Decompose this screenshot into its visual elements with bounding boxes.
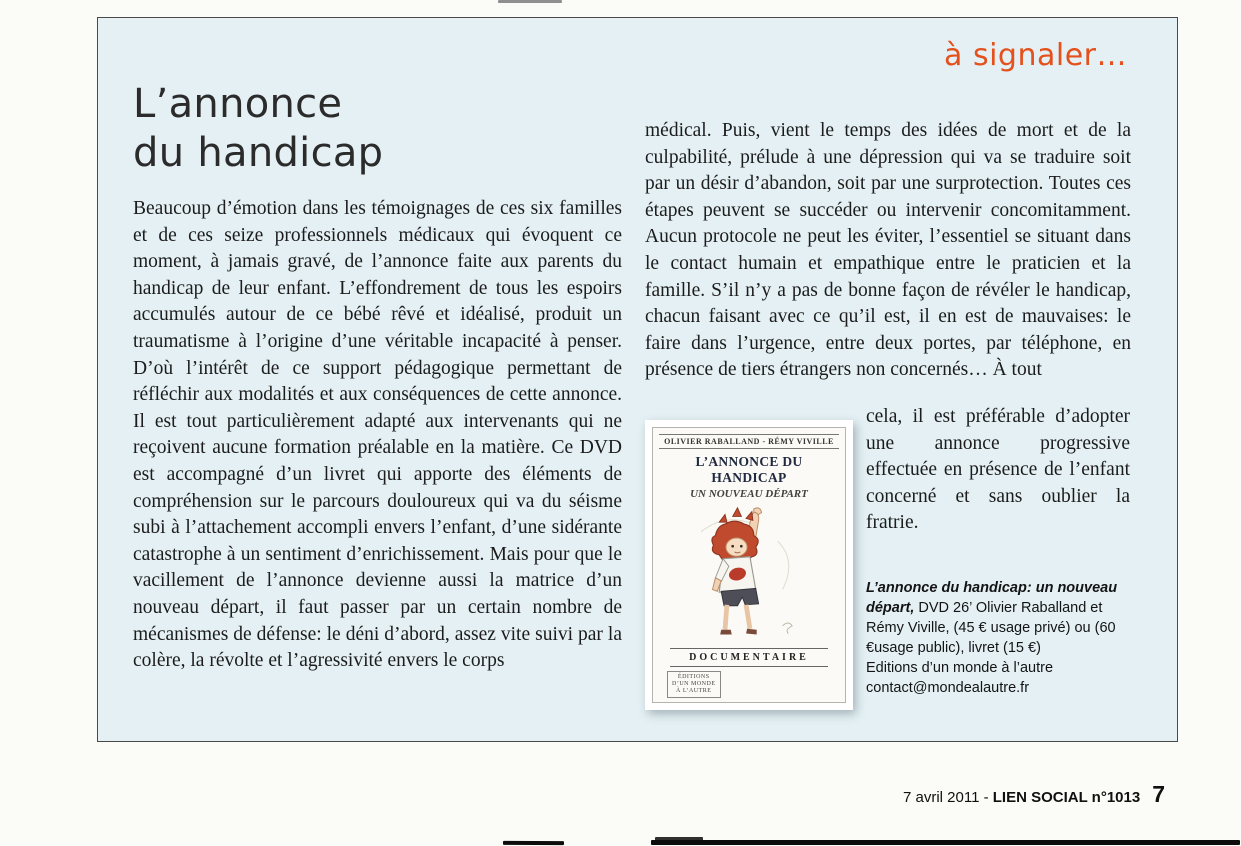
dvd-authors: OLIVIER RABALLAND - RÉMY VIVILLE xyxy=(659,434,839,449)
dvd-illustration xyxy=(685,503,813,647)
scan-artifact xyxy=(498,0,562,3)
dvd-publisher-line1: ÉDITIONS xyxy=(677,674,710,680)
caption-publisher: Editions d’un monde à l’autre xyxy=(866,660,1054,676)
dvd-genre: DOCUMENTAIRE xyxy=(670,648,828,667)
article-column-right: médical. Puis, vient le temps des idées de mort et de la culpabilité, prélude à une dépression qui va se traduire soit par un désir d’abandon, soit par une surprotection. Toutes ces étapes peuvent se succéder ou intervenir concomitamment. Aucun protocole ne peut les éviter, l’essentiel se situant dans le contact humain et empathique entre le praticien et la famille. S’il n’y a pas de bonne façon de révéler le handicap, chacun faisant avec ce qu’il est, il en est de mauvaises: le faire dans l’urgence, entre deux portes, par téléphone, en présence de tiers étrangers non concernés… À tout xyxy=(645,120,1131,381)
dvd-cover xyxy=(652,427,846,703)
page-footer xyxy=(903,781,1165,808)
caption-contact-email: contact@mondealautre.fr xyxy=(866,680,1030,696)
article-column-left: Beaucoup d’émotion dans les témoignages de ces six familles et de ces seize professionnels médicaux qui évoquent ce moment, à jamais gravé, de l’annonce faite aux parents du handicap de leur enfant. L’effondrement de tous les espoirs accumulés autour de ce bébé rêvé et idéalisé, produit un traumatisme à l’origine d’une véritable incapacité à penser. D’où l’intérêt de ce support pédagogique permettant de réfléchir aux modalités et aux conséquences de cette annonce. Il est tout particulièrement adapté aux intervenants qui ne reçoivent aucune formation préalable en la matière. Ce DVD est accompagné d’un livret qui apporte des éléments de compréhension sur le parcours douloureux qui va du séisme subi à l’attachement accompli envers l’enfant, d’une sidérante catastrophe à un sentiment d’enrichissement. Mais pour que le vacillement de l’annonce devienne aussi la matrice d’un nouveau départ, il faut passer par un certain nombre de mécanismes de défense: le déni d’abord, assez vite suivi par la colère, la révolte et l’agressivité envers le corps xyxy=(133,198,622,672)
dvd-publisher-line2: D’UN MONDE xyxy=(672,681,716,687)
dvd-publisher-logo xyxy=(667,671,721,698)
scan-artifact xyxy=(651,840,1240,845)
scan-artifact xyxy=(503,841,564,845)
dvd-title: L’ANNONCE DU HANDICAP xyxy=(695,454,803,485)
dvd-publisher-line3: À L’AUTRE xyxy=(676,688,712,694)
caption-title: L’annonce du handicap: un nouveau départ, xyxy=(866,580,1118,616)
scan-artifact xyxy=(655,837,703,841)
article-title-line1: L’annonce xyxy=(133,81,343,127)
footer-journal-name: LIEN SOCIAL n°1013 xyxy=(992,789,1141,806)
caption-details: DVD 26’ Olivier Raballand et Rémy Viville, (45 € usage privé) ou (60 €usage public), livret (15 €) xyxy=(866,600,1116,656)
dvd-caption xyxy=(866,578,1134,698)
article-column-right-wrap: cela, il est préférable d’adopter une annonce progressive effectuée en présence de l’enfant concerné et sans oublier la fratrie. xyxy=(866,406,1130,534)
dvd-subtitle: UN NOUVEAU DÉPART xyxy=(690,488,808,500)
page-number: 7 xyxy=(1152,781,1165,807)
article-title xyxy=(133,80,383,178)
section-label: à signaler… xyxy=(944,38,1127,73)
article-title-line2: du handicap xyxy=(133,130,384,176)
dvd-caption-text xyxy=(866,578,1134,658)
footer-date: 7 avril 2011 - xyxy=(903,789,993,806)
dvd-cover-photo xyxy=(645,420,853,710)
